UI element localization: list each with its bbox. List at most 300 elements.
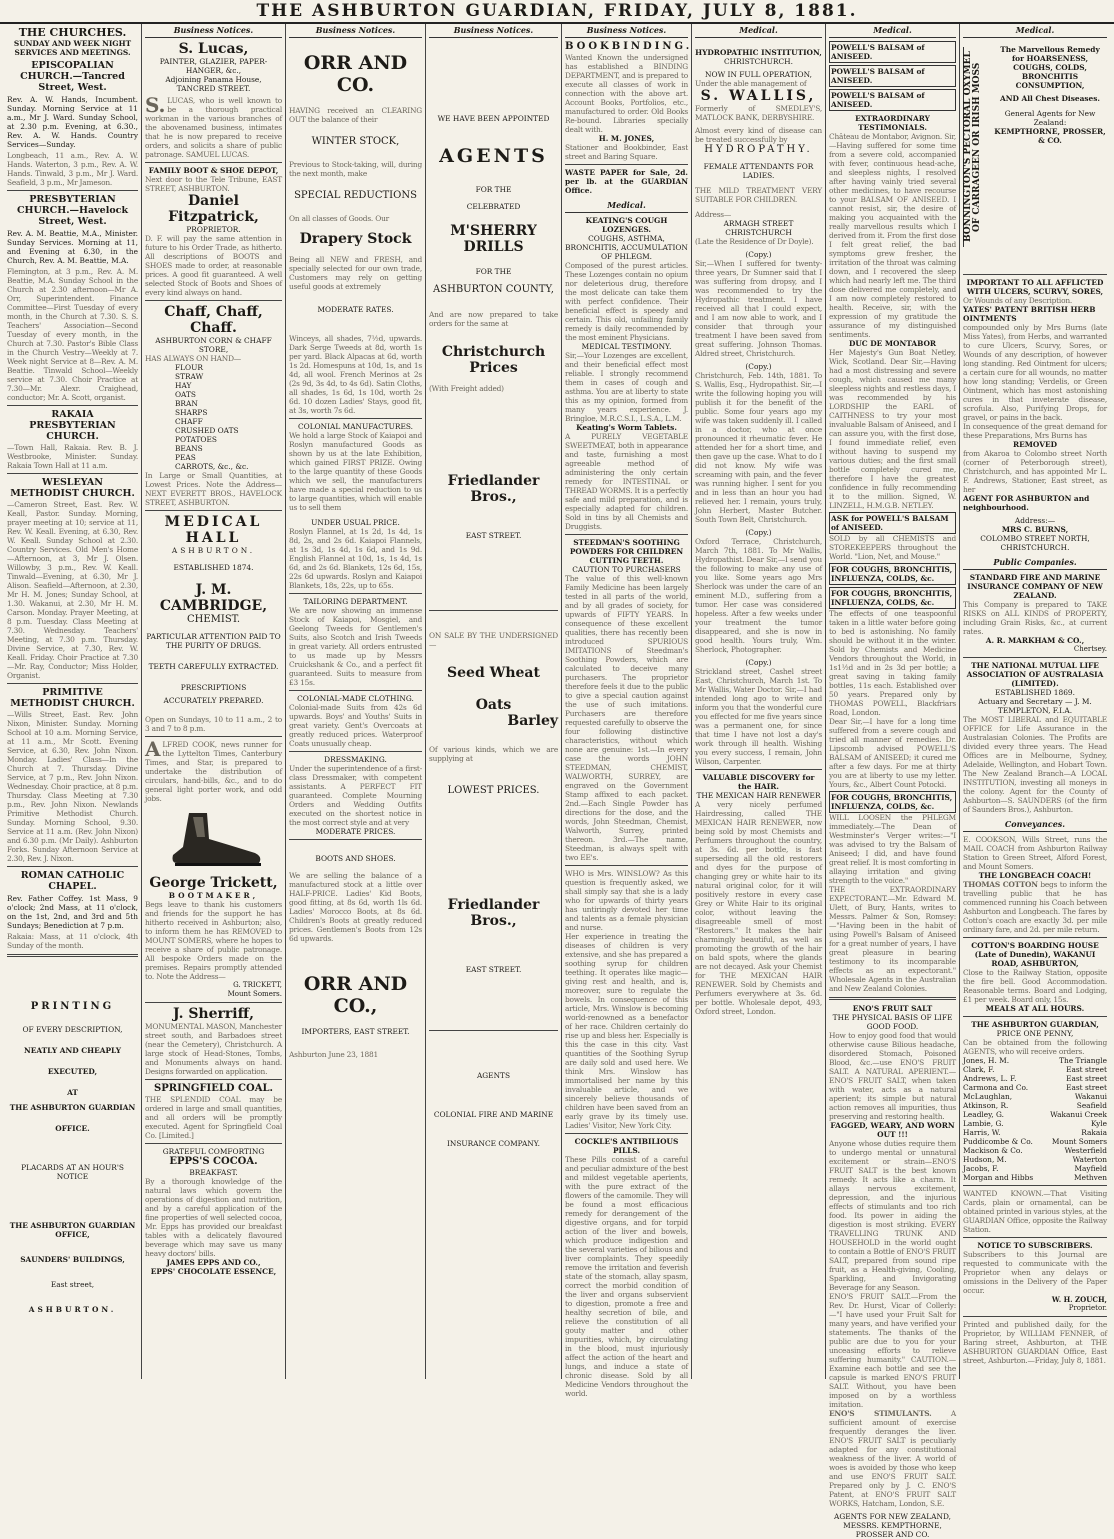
- primitive-filler: —Wills Street, East. Rev. John Nixon, Minister. Sunday. Morning School at 10 a.m. Morning Service, at 11 a.m., Mr Scott. Evening Service, at 6.30, Rev. John Nixon. Monday. Ladies' Class—In the Church at 7. Thursday. Divine Service, at 7 p.m., Rev. John Nixon. Wednesday. Choir practice, at 8 p.m. Thursday. Class Meeting at 7.30 p.m., Rev. John Nixon. Newlands Primitive Methodist Church. Sunday. Morning School, 9.30. Service at 11 a.m. (Rev. John Nixon) and 6.30 p.m. (Mr Daily). Ashburton Forks. Sunday Afternoon Service at 2.30, Rev. J. Nixon.: [7, 710, 138, 863]
- address-label: Address—: [695, 210, 732, 219]
- various-kinds: Of various kinds, which we are supplying at: [429, 745, 558, 763]
- agent-name: Harris, W.: [963, 1128, 1001, 1137]
- keating-body: Composed of the purest articles. These Lozenges contain no opium nor deleterious drug, therefore the most delicate can take them with perfect confidence. Their beneficial effect is speedy and certain. This old, unfailing family remedy is daily recommended by the most eminent Physicians.: [565, 261, 688, 342]
- late-residence: (Late the Residence of Dr Doyle).: [695, 237, 814, 246]
- copy-4: (Copy.): [745, 658, 772, 667]
- bootmaker-text: BOOTMAKER,: [168, 891, 259, 900]
- agent-name: Jacobs, F.: [963, 1164, 999, 1173]
- agent-row: [963, 1074, 1107, 1083]
- springfield-title: SPRINGFIELD COAL.: [154, 1083, 273, 1094]
- worm-body: A PURELY VEGETABLE SWEETMEAT, both in appearance and taste, furnishing a most agreeable method of administering the only certain remedy for INTESTINAL or THREAD WORMS. It is a perfectly safe and mild preparation, and is especially adapted for children. Sold in tins by all Chemists and Druggists.: [565, 432, 688, 531]
- church-filler: Longbeach, 11 a.m., Rev. A. W. Hands. Waterton, 3 p.m., Rev. A. W. Hands. Tinwald, 3 p.m., Mr J. Ward. Seafield, 3 p.m., Mr Jameson.: [7, 151, 138, 187]
- dressmaking-title: DRESSMAKING.: [324, 755, 387, 764]
- powell-dear-sir: Dear Sir,—I have for a long time suffered from a severe cough and tried all manner of remedies. Dr. Lipscomb advised POWELL'S BALSAM of ANISEED; it cured me after a few days. For me at thirty you are at liberty to use my letter. Yours, &c., Albert Count Potocki.: [829, 717, 956, 789]
- chemist-text: CHEMIST.: [186, 614, 241, 625]
- chaff-lead: HAS ALWAYS ON HAND—: [145, 354, 241, 363]
- chaff-item: POTATOES: [175, 435, 217, 444]
- importers: IMPORTERS, EAST STREET.: [301, 1027, 410, 1036]
- divider: [289, 593, 422, 594]
- national-body: The MOST LIBERAL and EQUITABLE OFFICE for Life Assurance in the Australasian Colonies. The Profits are divided every three years. The Head Offices are in Melbourne, Sydney, Adelaide, Wellington, and Hobart Town. The New Zealand Branch—A LOCAL INSTITUTION, investing all moneys in the colony. Agent for the County of Ashburton—S. SAUNDERS (of the firm of Saunders Bros.), Ashburton.: [963, 715, 1107, 814]
- divider: [289, 690, 422, 691]
- bonnington-ad: [963, 41, 1107, 271]
- hydro-title: HYDROPATHIC INSTITUTION,: [695, 48, 822, 57]
- bookbinding-body: Wanted Known the undersigned has established a BINDING DEPARTMENT, and is prepared to execute all classes of work in connection with the above art. Account Books, Portfolios, etc., manufactured to order. Old Books Re-bound. Libraries specially dealt with.: [565, 53, 688, 134]
- agents-nz: AGENTS FOR NEW ZEALAND,: [834, 1512, 951, 1521]
- enos-more: ENO'S FRUIT SALT.—From the Rev. Dr. Hurst, Vicar of Collerly:—"I have used your Fruit Salt for many years, and have verified your statements. The thanks of the public are due to you for your unceasing efforts to relieve suffering humanity." CAUTION.—Examine each bottle and see the capsule is marked ENO'S FRUIT SALT. Without, you have been imposed on by a worthless imitation.: [829, 1292, 956, 1409]
- stimulants-body: ENO'S STIMULANTS. A sufficient amount of exercise frequently deranges the liver. ENO'S FRUIT SALT is peculiarly adapted for any constitutional weakness of the liver. A world of woes is avoided by those who keep and use ENO'S FRUIT SALT. Prepared only by J. C. ENO'S Patent, at ENO'S FRUIT SALT WORKS, Hatcham, London, S.E.: [829, 1409, 956, 1508]
- extraordinary: THE EXTRAORDINARY EXPECTORANT.—Mr. Edward M. Ulett, of Bury, Hants, writes to Messrs. Palmer & Son, Romsey:—"Having been in the habit of using Powell's Balsam of Aniseed for a great number of years, I have great pleasure in bearing testimony to its incomparable effects as an expectorant." Wholesale Agents in the Australian and New Zealand Colonies.: [829, 885, 956, 993]
- medical-town: ASHBURTON.: [171, 546, 256, 555]
- keating-sub: COUGHS, ASTHMA, BRONCHITIS, ACCUMULATION OF PHLEGM.: [565, 234, 688, 261]
- and-chest: AND All Chest Diseases.: [1000, 94, 1100, 103]
- divider: [695, 769, 822, 770]
- agent-place: Methven: [1074, 1173, 1107, 1182]
- chaff-list: [145, 363, 282, 471]
- chaff-body: In Large or Small Quantities, at Lowest Prices. Note the Address— NEXT EVERETT BROS., HAVELOCK STREET, ASHBURTON.: [145, 471, 282, 507]
- coughs-2: FOR COUGHS, BRONCHITIS, INFLUENZA, COLDS, &c.: [829, 587, 956, 609]
- divider: [7, 473, 138, 474]
- agents-intro: Can be obtained from the following AGENTS, who will receive orders.: [963, 1038, 1107, 1056]
- churches-sub: SUNDAY AND WEEK NIGHT SERVICES AND MEETINGS.: [13, 39, 132, 57]
- agent-row: [963, 1155, 1107, 1164]
- armagh-street: ARMAGH STREET: [723, 219, 794, 228]
- agent-name: Puddicombe & Co.: [963, 1137, 1033, 1146]
- sherriff-body: MONUMENTAL MASON, Manchester street south, and Barbadoes street (near the Cemetery), Christchurch. A large stock of Head-Stones, Tombs, and Monuments always on hand. Designs forwarded on application.: [145, 1022, 282, 1076]
- divider: [963, 1185, 1107, 1186]
- cambridge-name: J. M. CAMBRIDGE,: [159, 582, 268, 614]
- copy-2: (Copy.): [745, 362, 772, 371]
- cons-text: In consequence of the great demand for these Preparations, Mrs Burns has: [963, 422, 1107, 440]
- agent-place: Mount Somers: [1051, 1137, 1107, 1146]
- wallis-name: S. WALLIS,: [700, 88, 817, 104]
- divider: [565, 1133, 688, 1134]
- barley: Barley: [507, 713, 558, 729]
- phlegm: WILL LOOSEN the PHLEGM immediately.—The Dean of Westminster's Verger writes:—"I was advised to try the Balsam of Aniseed; I did, and have found great relief. It is most comforting in allaying irritation and giving strength to the voice.": [829, 813, 956, 885]
- agent-place: Wakanui: [1074, 1092, 1107, 1101]
- chaff-item: BRAN: [175, 399, 198, 408]
- mild-treatment: THE MILD TREATMENT VERY SUITABLE FOR CHILDREN.: [695, 186, 822, 204]
- imprint: Printed and published daily, for the Proprietor, by WILLIAM FENNER, of Baring street, Ashburton, at THE ASHBURTON GUARDIAN Office, East street, Ashburton.—Friday, July 8, 1881.: [963, 1320, 1107, 1365]
- orr-date: Ashburton June 23, 1881: [289, 1050, 378, 1059]
- for-the: FOR THE: [475, 185, 512, 194]
- chaff-item: CHAFF: [175, 417, 203, 426]
- wesleyan-filler: —Cameron Street, East. Rev. W. Keall, Pastor. Sunday. Morning, prayer meeting at 10; service at 11, Rev. W. Keall. Evening, at 6.30, Rev. W. Keall. Sunday School at 2.30. Country Services. Old Men's Home—Afternoon, at 3, Mr J. Olsen. Willowby, 3 p.m., Rev. W. Keall. Tinwald—Evening, at 6.30, Mr J. Alison. Seafield—Afternoon, at 2.30, Mr H. M. Jones; Sunday School, at 1.30. Wakanui, at 2.30, Mr H. M. Carson. Monday. Prayer Meeting, at 8 p.m. Tuesday. Class Meeting at 7.30. Wednesday. Teachers' Meeting, at 7.30 p.m. Thursday. Divine Service, at 7.30, Rev. W. Keall. Friday. Choir Practice at 7.30—Mr. Ray, Conductor; Miss Holder, Organist.: [7, 500, 138, 680]
- agent-name: Atkinson, R.: [963, 1101, 1009, 1110]
- on-sale: ON SALE BY THE UNDERSIGNED—: [429, 631, 558, 649]
- orr-intro: HAVING received an CLEARING OUT the balance of their: [289, 106, 422, 124]
- price: PRICE ONE PENNY,: [996, 1029, 1074, 1038]
- steedman-body: The value of this well-known Family Medicine has been largely tested in all parts of the world, and by all grades of society, for upwards of FIFTY YEARS. In consequence of these excellent qualities, there has recently been introduced SPURIOUS IMITATIONS of Steedman's Soothing Powders, which are calculated to deceive many purchasers. The proprietor therefore feels it due to the public to give a special caution against the use of such imitations. Purchasers are therefore requested carefully to observe the four following distinctive characteristics, without which none are genuine: 1st.—In every case the words JOHN STEEDMAN, CHEMIST, WALWORTH, SURREY, are engraved on the Government Stamp affixed to each packet. 2nd.—Each Single Powder has directions for the dose, and the words, John Steedman, Chemist, Walworth, Surrey, printed thereon. 3rd.—The name, Steedman, is always spelt with two EE's.: [565, 574, 688, 862]
- column-heading: Business Notices.: [565, 24, 688, 38]
- yates-intro: Or Wounds of any Description.: [963, 296, 1073, 305]
- springfield-body: THE SPLENDID COAL may be ordered in large and small quantities, and all orders will be promptly executed. Agent for Springfield Coal Co. [Limited.]: [145, 1095, 282, 1140]
- removed: REMOVED: [1012, 440, 1058, 449]
- kempthorne-8: KEMPTHORNE, PROSSER, & CO.: [994, 127, 1106, 145]
- kempthorne-7: MESSRS. KEMPTHORNE, PROSSER AND CO.: [843, 1521, 942, 1539]
- office-name: THE ASHBURTON GUARDIAN: [9, 1103, 136, 1112]
- netley-letter: Her Majesty's Gun Boat Netley, Wick, Scotland. Dear Sir,—Having had a most distressing and severe cough, which caused me many sleepless nights and restless days, I was recommended by his LORDSHIP the EARL of CAITHNESS to try your most invaluable Balsam of Aniseed, and I can assure you, with the first dose, I found immediate relief, even without having to suspend my various duties; and the first small bottle completely cured me, therefore I have the greatest confidence in fully recommending it to the million. Signed, W. LINZELL, H.M.G.B. NETLEY.: [829, 348, 956, 510]
- testimonials-title: EXTRAORDINARY TESTIMONIALS.: [855, 114, 930, 132]
- column-heading: Medical.: [829, 24, 956, 38]
- chaff-title: Chaff, Chaff, Chaff.: [164, 304, 263, 336]
- chaff-item: CRUSHED OATS: [175, 426, 239, 435]
- longbeach: THE LONGBEACH COACH!: [978, 871, 1092, 880]
- notice-title: NOTICE TO SUBSCRIBERS.: [977, 1241, 1093, 1250]
- testimony-body: Sir,—Your Lozenges are excellent, and their beneficial effect most reliable. I strongly recommend them in cases of cough and asthma. You are at liberty to state this as my opinion, formed from many years experience. J. Bringloe, M.R.C.S.I., L.S.A., L.M.: [565, 351, 688, 423]
- conveyances: Conveyances.: [963, 818, 1107, 832]
- testimonials-body: Château de Montabor, Avignon. Sir,—Having suffered for some time from a severe cold, accompanied with fever, continuous head-ache, and sleepless nights, I resolved after having vainly tried several other medicines, to have recourse to your BALSAM OF ANISEED. I cannot resist, sir, the desire of making you acquainted with the really marvellous results which I derived from it. From the first dose I felt great relief, the bad symptoms grew fresher, the irritation of the throat was calming down, and I recovered the sleep which had nearly left me. The third dose delivered me completely, and I am now completely restored to health. Receive, sir, with the expression of my gratitude the assurance of my distinguished sentiments.: [829, 132, 956, 339]
- clothing-body: Colonial-made Suits from 42s 6d upwards. Boys' and Youths' Suits in great variety. Gent's Overcoats at greatly reduced prices. Waterproof Coats unusually cheap.: [289, 703, 422, 748]
- divider: [145, 300, 282, 301]
- divider: [565, 534, 688, 535]
- family-addr: Next door to the Tele Tribune, EAST STREET, ASHBURTON.: [145, 175, 282, 193]
- marvellous: The Marvellous Remedy for HOARSENESS, COUGHS, COLDS, BRONCHITIS CONSUMPTION,: [1000, 45, 1100, 90]
- letter-2: Christchurch, Feb. 14th, 1881. To S. Wallis, Esq., Hydropathist. Sir,—I write the following hoping you will publish it for the benefit of the public. Some four years ago my wife was taken suddenly ill. I called in a doctor, who at once pronounced it rheumatic fever. He attended her for a short time, and then gave up the case. What to do I did not know. My wife was screaming with pain, and the fever was running higher. I sent for you and in less than an hour you had relieved her. I remain, yours truly, John Herbert, Master Butcher. South Town Belt, Christchurch.: [695, 371, 822, 524]
- lucas-body: S. LUCAS, who is well known to be a thorough practical workman in the various branches of the abovenamed business, intimates that he is now prepared to receive orders, and solicits a share of public patronage. SAMUEL LUCAS.: [145, 93, 282, 159]
- christchurch: CHRISTCHURCH: [725, 228, 792, 237]
- divider: [7, 954, 138, 957]
- masthead: [0, 0, 1114, 24]
- standard-body: This Company is prepared to TAKE RISKS on ALL KINDS of PROPERTY, including Grain Risks, &c., at current rates.: [963, 600, 1107, 636]
- epps-title: EPPS'S COCOA.: [169, 1156, 258, 1167]
- printing-heading: PRINTING: [30, 1001, 115, 1012]
- proprietor: Proprietor.: [1068, 1304, 1107, 1312]
- general-agents: General Agents for New Zealand:: [1004, 109, 1096, 127]
- column-medical-1: [562, 24, 693, 1398]
- important-title: IMPORTANT TO ALL AFFLICTED WITH ULCERS, SCURVY, SORES,: [966, 278, 1104, 296]
- drapery-stock: Drapery Stock: [299, 231, 412, 247]
- cookson: E. COOKSON, Wills Street, runs the MAIL COACH from Ashburton Railway Station to Green Street, Alford Forest, and Mount Somers.: [963, 835, 1107, 871]
- boot-icon: [159, 809, 269, 869]
- column-heading: Business Notices.: [429, 24, 558, 38]
- colonial-body: We hold a large Stock of Kaiapoi and Roslyn manufactured Goods as shown by us at the late Exhibition, which gained FIRST PRIZE. Owing to the large quantity of these Goods which we sell, the manufacturers have made a special reduction to us to large quantities, which will enable us to sell them: [289, 431, 422, 512]
- mexican-title: THE MEXICAN HAIR RENEWER: [696, 791, 821, 800]
- office-text: OFFICE.: [55, 1124, 90, 1133]
- lowest-prices: LOWEST PRICES.: [447, 785, 540, 796]
- coughs-1: FOR COUGHS, BRONCHITIS, INFLUENZA, COLDS, &c.: [829, 563, 956, 585]
- prices-list: Winceys, all shades, 7½d, upwards. Dark Serge Tweeds at 8d, worth 1s per yard. Black Alpacas at 6d, worth 1s 2d. Homespuns at 10d, 1s, and 1s 4d, all wool. French Merinos at 2s (2s 9d, 3s 4d, to 4s 6d). Satin Cloths, all shades, 1s 6d, 1s 10d, worth 2s 6d. 10 dozen Ladies' Stays, good fit, at 3s, worth 7s 6d.: [289, 334, 422, 415]
- chaff-item: OATS: [175, 390, 196, 399]
- executed-text: EXECUTED,: [47, 1067, 98, 1076]
- valuable-title: VALUABLE DISCOVERY for the HAIR.: [702, 773, 815, 791]
- now-full: NOW IN FULL OPERATION,: [705, 70, 812, 79]
- office2-text: THE ASHBURTON GUARDIAN OFFICE,: [9, 1221, 136, 1239]
- boot-illustration: [159, 809, 269, 869]
- letter-1: Sir,—When I suffered for twenty-three years, Dr Sumner said that I was suffering from dropsy, and I was recommended to try the Hydropathic treatment. I have received all that I could expect, and I am now able to work, and I consider that through your treatment I have been saved from great suffering. Johnson Thomas. Aldred street, Christchurch.: [695, 259, 822, 358]
- colonial-manufactures: COLONIAL MANUFACTURES.: [297, 422, 413, 431]
- agent-row: [963, 1137, 1107, 1146]
- female-attendants: FEMALE ATTENDANTS FOR LADIES.: [703, 162, 814, 180]
- divider: [145, 510, 282, 511]
- hydro-under: Under the able management of: [695, 79, 807, 88]
- guardian-title: THE ASHBURTON GUARDIAN,: [971, 1020, 1099, 1029]
- divider: [7, 405, 138, 406]
- enos-body: How to enjoy good food that would otherwise cause Bilious headache, disordered Stomach, Poisoned Blood, &c.—use ENO'S FRUIT SALT. A NATURAL APERIENT.—ENO'S FRUIT SALT, when taken with water, acts as a natural aperient; its simple but natural action removes all impurities, thus preserving and restoring health.: [829, 1031, 956, 1121]
- divider: [963, 937, 1107, 938]
- keating-title: KEATING'S COUGH LOZENGES.: [585, 216, 668, 234]
- yates-title: YATES' PATENT BRITISH HERB OINTMENTS: [963, 305, 1096, 323]
- removed-body: from Akaroa to Colombo street North (corner of Peterborough street), Christchurch, and has appointed Mr L. F. Andrews, Stationer, East street, as her: [963, 449, 1107, 494]
- column-medical-2: [692, 24, 826, 1379]
- divider: [963, 657, 1107, 658]
- neatly-text: NEATLY AND CHEAPLY: [23, 1046, 122, 1055]
- masthead-title: THE ASHBURTON GUARDIAN, FRIDAY, JULY 8, 1881.: [256, 1, 858, 21]
- churches-heading: THE CHURCHES.: [18, 26, 127, 39]
- colonial-made: COLONIAL-MADE CLOTHING.: [297, 694, 414, 703]
- agent-place: Kyle: [1091, 1119, 1107, 1128]
- divider: [289, 418, 422, 419]
- mrs-burns: MRS C. BURNS,: [1001, 525, 1069, 534]
- boots-title: BOOTS AND SHOES.: [315, 854, 396, 863]
- freight-note: (With Freight added): [429, 384, 504, 393]
- epps-head: GRATEFUL COMFORTING: [162, 1147, 265, 1156]
- worm-tablets: Keating's Worm Tablets.: [576, 423, 677, 432]
- divider: [289, 751, 422, 752]
- steedman-title: STEEDMAN'S SOOTHING POWDERS FOR CHILDREN CUTTING TEETH.: [569, 538, 684, 565]
- agent-place: Mayfield: [1074, 1164, 1107, 1173]
- orr-title: ORR AND CO.: [303, 52, 408, 96]
- actuary: Actuary and Secretary — J. M. TEMPLETON, F.I.A.: [978, 697, 1092, 715]
- hydro-town: CHRISTCHURCH.: [724, 57, 793, 66]
- fagged-body: Anyone whose duties require them to undergo mental or unnatural excitement or strain—ENO'S FRUIT SALT is the best known remedy. It acts like a charm. It allays nervous excitement, depression, and the injurious effects of stimulants and too rich food. Its power in aiding the digestion is most striking. EVERY TRAVELLING TRUNK AND HOUSEHOLD in the world ought to contain a Bottle of ENO'S FRUIT SALT, prepared from sound ripe fruit, as a Health-giving, Cooling, Sparkling, and Invigorating Beverage for any Season.: [829, 1139, 956, 1292]
- friedlander-title-2: Friedlander Bros.,: [447, 897, 540, 929]
- cottons-body: Close to the Railway Station, opposite the fire bell. Good Accommodation. Reasonable terms. Board and Lodging, £1 per week. Board only, 15s.: [963, 968, 1107, 1004]
- friedlander-title: Friedlander Bros.,: [447, 473, 540, 505]
- for-ashburton: FOR THE: [475, 267, 512, 276]
- agent-name: Mackison & Co.: [963, 1146, 1023, 1155]
- column-business-2: [286, 24, 426, 1379]
- trickett-sign: G. TRICKETT,: [233, 981, 282, 989]
- column-business-3: [426, 24, 562, 1379]
- orr-title-2: ORR AND CO.,: [303, 973, 408, 1017]
- column-heading: Business Notices.: [289, 24, 422, 38]
- agent-row: [963, 1164, 1107, 1173]
- tailoring-body: We are now showing an immense Stock of Kaiapoi, Mosgiel, and Geelong Tweeds for Gentlemen's Suits, also Scotch and Irish Tweeds in great variety. All orders entrusted to us made up by Messrs Cruickshank & Co., and a perfect fit guaranteed. Suits to measure from £3 15s.: [289, 606, 422, 687]
- agent-row: [963, 1065, 1107, 1074]
- column-churches: [4, 24, 142, 1379]
- all-goods: On all classes of Goods. Our: [289, 214, 389, 223]
- powell-2: POWELL'S BALSAM of ANISEED.: [829, 65, 956, 87]
- divider: [145, 736, 282, 737]
- and-are: And are now prepared to take orders for the same at: [429, 310, 558, 328]
- msherry-title: M'SHERRY DRILLS: [450, 223, 537, 255]
- yates-body: compounded only by Mrs Burns (late Miss Yates), from Herbs, and warranted to cure Ulcers, Scurvy, Sores, or Wounds of any description, of however long standing. Red Ointment for ulcers; a certain cure for all wounds, no matter how long standing; Verdelis, or Green Ointment, which has most astonishing cures in that inveterate disease, scrofula. Also, Purifying Drops, for gravel, or pains in the back.: [963, 323, 1107, 422]
- national-est: ESTABLISHED 1869.: [995, 688, 1075, 697]
- moderate-prices: MODERATE PRICES.: [315, 827, 396, 836]
- agent-name: Lambie, G.: [963, 1119, 1004, 1128]
- agent-name: Clark, F.: [963, 1065, 995, 1074]
- powell-1: POWELL'S BALSAM of ANISEED.: [829, 41, 956, 63]
- enos-title: ENO'S FRUIT SALT: [852, 1004, 933, 1013]
- wanted-known: WANTED KNOWN.—That Visiting Cards, plain or ornamental, can be obtained printed in various styles, at the GUARDIAN Office, opposite the Railway Station.: [963, 1189, 1107, 1234]
- chaff-item: BEANS: [175, 444, 203, 453]
- sunday-hours: Open on Sundays, 10 to 11 a.m., 2 to 3 and 7 to 8 p.m.: [145, 715, 282, 733]
- winter-stock: WINTER STOCK,: [311, 136, 400, 147]
- fitz-sub: PROPRIETOR.: [186, 225, 241, 234]
- under-usual: UNDER USUAL PRICE.: [311, 518, 400, 527]
- wallis-formerly: Formerly of SMEDLEY'S, MATLOCK BANK, DERBYSHIRE.: [695, 104, 822, 122]
- agent-name: Carmona and Co.: [963, 1083, 1029, 1092]
- divider: [7, 190, 138, 191]
- standard-title: STANDARD FIRE AND MARINE INSURANCE COMPANY OF NEW ZEALAND.: [967, 573, 1103, 600]
- stocktaking: Previous to Stock-taking, will, during the next month, make: [289, 160, 422, 178]
- winslow-more: Her experience in treating the diseases of children is very extensive, and she has prepared a soothing syrup for children teething. It operates like magic—giving rest and health, and is, moreover, sure to regulate the bowels. In consequence of this article, Mrs. Winslow is becoming world-renowned as a benefactor of her race. Children certainly do rise up and bless her. Especially is this the case in this city. Vast quantities of the Soothing Syrup are daily sold and used here. We think Mrs. Winslow has immortalised her name by this invaluable article, and we sincerely believe thousands of children have been saved from an early grave by its timely use. Ladies' Visitor, New York City.: [565, 932, 688, 1130]
- caution-title: CAUTION TO PURCHASERS: [572, 565, 681, 574]
- flannel-list: Roslyn Flannel, at 1s 2d, 1s 4d, 1s 8d, 2s, and 2s 6d. Kaiapoi Flannels, at 1s 3d, 1s 4d, 1s 6d, and 1s 9d. English Flannel at 10d, 1s, 1s 4d, 1s 6d, and 2s 6d. Blankets, 12s 6d, 15s, 22s 6d upwards. Roslyn and Kaiapoi Blankets, 18s, 22s, up to 65s.: [289, 527, 422, 590]
- chaff-item: HAY: [175, 381, 192, 390]
- divider: [429, 1030, 558, 1031]
- thomas-cotton: THOMAS COTTON begs to inform the travelling public that he has commenced running his Coach between Ashburton and Longbeach. The fares by Cotton's coach are exactly 3d. per mile ordinary fare, and 2d. per mile return.: [963, 880, 1107, 934]
- east-street: EAST STREET.: [465, 531, 522, 540]
- county-title: ASHBURTON COUNTY,: [433, 284, 554, 295]
- agent-row: [963, 1083, 1107, 1092]
- public-companies: Public Companies.: [963, 556, 1107, 570]
- episcopalian-body: Rev. A. W. Hands, Incumbent. Sunday. Morning Service at 11 a.m., Mr J. Ward. Sunday School, at 2.30 p.m. Evening, at 6.30., Rev. A. W. Hands. Country Services—Sunday.: [7, 95, 138, 149]
- divider: [963, 274, 1107, 275]
- meals: MEALS AT ALL HOURS.: [985, 1004, 1085, 1013]
- street-text: East street,: [50, 1280, 95, 1289]
- agent-place: Seafield: [1076, 1101, 1107, 1110]
- at-text: AT: [67, 1088, 78, 1097]
- divider: [145, 162, 282, 163]
- agent-row: [963, 1128, 1107, 1137]
- markham: A. R. MARKHAM & CO.,: [985, 636, 1085, 645]
- agent-row: [963, 1146, 1107, 1155]
- agents-title: AGENTS: [439, 145, 548, 167]
- fitz-body: D. F. will pay the same attention in future to his Order Trade, as hitherto. All descriptions of BOOTS and SHOES made to order, at reasonable prices. A good fit guaranteed. A well selected Stock of Boots and Shoes of every kind always on hand.: [145, 234, 282, 297]
- ask-powell: ASK for POWELL'S BALSAM of ANISEED.: [829, 512, 956, 534]
- presbyterian-heading: PRESBYTERIAN CHURCH.—Havelock Street, West.: [16, 194, 129, 227]
- east-street-2: EAST STREET.: [465, 965, 522, 974]
- cockle-body: These Pills consist of a careful and peculiar admixture of the best and mildest vegetable aperients, with the pure extract of the flowers of the camomile. They will be found a most efficacious remedy for derangement of the digestive organs, and for torpid action of the liver and bowels, which produce indigestion and the several varieties of bilious and liver complaints. They speedily remove the irritation and feverish state of the stomach, allay spasm, correct the morbid condition of the liver and organs subservient to digestion, promote a free and healthy secretion of bile, and relieve the constitution of all gouty matter and other impurities, which, by circulating in the blood, must injuriously affect the action of the heart and lungs, and induce a state of chronic disease. Sold by all Medicine Vendors throughout the world.: [565, 1155, 688, 1398]
- divider: [565, 164, 688, 165]
- column-heading: Medical.: [963, 24, 1107, 38]
- hydro-body: Almost every kind of disease can be treated successfully by: [695, 126, 822, 144]
- montabor: DUC DE MONTABOR: [848, 339, 937, 348]
- boots-body: We are selling the balance of a manufactured stock at a little over HALF-PRICE. Ladies' Kid Boots, good fitting, at 8s 6d, worth 1ls 6d. Ladies' Morocco Boots, at 8s 6d. Children's Boots at greatly reduced prices. Gentlemen's Boots from 12s 6d upwards.: [289, 871, 422, 943]
- prescriptions-text: PRESCRIPTIONS: [180, 683, 247, 692]
- epps-essence: EPPS' CHOCOLATE ESSENCE,: [150, 1267, 277, 1276]
- bookbinding-sign: H. M. JONES,: [598, 134, 655, 143]
- column-business-1: [142, 24, 286, 1379]
- agent-row: [963, 1119, 1107, 1128]
- town-text: ASHBURTON.: [28, 1305, 117, 1314]
- episcopalian-heading: EPISCOPALIAN CHURCH.—Tancred Street, West.: [20, 60, 125, 93]
- established: ESTABLISHED 1874.: [173, 563, 254, 572]
- lucas-title: S. Lucas,: [178, 41, 249, 57]
- column-medical-3: [826, 24, 960, 1539]
- letter-3: Oxford Terrace, Christchurch, March 7th, 1881. To Mr Wallis, Hydropathist. Dear Sir,—I send you the following to make any use of you like. Some years ago Mrs Sherlock was under the care of an eminent M.D., suffering from a tumor. Her case was considered hopeless. After a few weeks under your treatment the tumor disappeared, and she is now in good health. Yours truly, Wm. Sherlock, Photographer.: [695, 537, 822, 654]
- we-have: WE HAVE BEEN APPOINTED: [437, 114, 550, 123]
- chaff-item: SHARPS: [175, 408, 208, 417]
- oats: Oats: [475, 697, 512, 713]
- agent-name: Morgan and Hibbs: [963, 1173, 1034, 1182]
- epps-breakfast: BREAKFAST.: [189, 1168, 238, 1177]
- alfred-cook: ALFRED COOK, news runner for the Lyttelton Times, Canterbury Times, and Star, is prepared to undertake the distribution of circulars, hand-bills, &c., and to do general light porter work, and odd jobs.: [145, 737, 282, 803]
- winslow-body: WHO is Mrs. WINSLOW? As this question is frequently asked, we shall simply say that she is a lady who for upwards of thirty years has untiringly devoted her time and talents as a female physician and nurse.: [565, 869, 688, 932]
- copy-1: (Copy.): [745, 250, 772, 259]
- printing-sub: OF EVERY DESCRIPTION,: [22, 1025, 123, 1034]
- divider: [429, 610, 558, 611]
- sherriff-title: J. Sherriff,: [173, 1006, 254, 1022]
- placards-text: PLACARDS AT AN HOUR'S NOTICE: [21, 1163, 124, 1181]
- columns: [4, 24, 1110, 1539]
- agent-name: Jones, H. M.: [963, 1056, 1010, 1065]
- notice-body: Subscribers to this Journal are requested to communicate with the Proprietor when any delays or omissions in the Delivery of the Paper occur.: [963, 1250, 1107, 1295]
- divider: [289, 839, 422, 840]
- column-heading: Business Notices.: [145, 24, 282, 38]
- divider: [145, 1002, 282, 1003]
- rakaia-heading: RAKAIA PRESBYTERIAN CHURCH.: [29, 409, 116, 442]
- address-label-8: Address:—: [1014, 516, 1056, 525]
- cottons: COTTON'S BOARDING HOUSE (Late of Dunedin), WAKANUI ROAD, ASHBURTON,: [971, 941, 1099, 968]
- tailoring-title: TAILORING DEPARTMENT.: [303, 597, 408, 606]
- divider: [565, 865, 688, 866]
- agent-row: [963, 1173, 1107, 1182]
- chaff-store: ASHBURTON CORN & CHAFF STORE,: [155, 336, 272, 354]
- medical-heading: Medical.: [565, 199, 688, 213]
- teeth-text: TEETH CAREFULLY EXTRACTED.: [148, 662, 279, 671]
- column-medical-4: [960, 24, 1110, 1379]
- fitz-title: Daniel Fitzpatrick,: [168, 193, 259, 225]
- epps-sign: JAMES EPPS AND CO.,: [166, 1258, 261, 1267]
- good-food: GOOD FOOD.: [866, 1022, 919, 1031]
- moderate-rates: MODERATE RATES.: [317, 305, 394, 314]
- agent-row: [963, 1110, 1107, 1119]
- mexican-body: A very nicely perfumed Hairdressing, called THE MEXICAN HAIR RENEWER, now being sold by most Chemists and Perfumers throughout the country, at 3s. 6d. per bottle, is fast superseding all the old restorers and dyes for the purpose of changing grey or white hair to its natural original color, for it will positively restore in every case Grey or White Hair to its original color, without leaving the disagreeable smell of most "Restorers." It makes the hair charmingly beautiful, as well as promoting the growth of the hair on bald spots, where the glands are not decayed. Ask your Chemist for THE MEXICAN HAIR RENEWER. Sold by Chemists and Perfumers everywhere at 3s. 6d. per bottle. Wholesale depot, 493, Oxford street, London.: [695, 800, 822, 1016]
- powell-effects: The effects of one teaspoonful taken in a little water before going to bed is astonishing. No family should be without it in the winter. Sold by Chemists and Medicine Vendors throughout the World, in 1s1½d and in 2s 3d per bottle; a great saving in taking family bottles, 11s each. Established over 50 years. Prepared only by THOMAS POWELL, Blackfriars Road, London.: [829, 609, 956, 717]
- family-depot: FAMILY BOOT & SHOE DEPOT,: [148, 166, 279, 175]
- chaff-item: STRAW: [175, 372, 204, 381]
- coughs-3: FOR COUGHS, BRONCHITIS, INFLUENZA, COLDS, &c.: [829, 791, 956, 813]
- divider: [145, 1143, 282, 1144]
- presbyterian-filler: Flemington, at 3 p.m., Rev. A. M. Beattie, M.A. Sunday School in the Church at 2.30 afternoon—Mr A. Orr, Superintendent. Finance Committee—First Tuesday of every month, in the Church at 7.30. S. S. Teachers' Association—Second Tuesday of every month, in the Church at 7.30. Pastor's Bible Class in the Church Vestry—Weekly at 7. Week night Service at 8—Rev. A. M. Beattie. Tinwald School—Weekly service at 7.30. Choir Practice at 7.30—Mr. Alexr. Craighead, conductor; Mr. A. Scott, organist.: [7, 267, 138, 402]
- waste-paper: WASTE PAPER for Sale, 2d. per lb. at the GUARDIAN Office.: [565, 168, 688, 195]
- powell-3: POWELL'S BALSAM of ANISEED.: [829, 89, 956, 111]
- copy-3: (Copy.): [745, 528, 772, 537]
- seed-wheat: Seed Wheat: [447, 665, 540, 681]
- thomas-name: THOMAS COTTON: [963, 880, 1038, 889]
- agent-place: East street: [1066, 1083, 1107, 1092]
- agent-place: Waterton: [1072, 1155, 1107, 1164]
- agent-place: Westerfield: [1064, 1146, 1107, 1155]
- rakaia-filler: —Town Hall, Rakaia. Rev. B. J. Westbrooke, Minister. Sunday. Rakaia Town Hall at 11 a.m.: [7, 443, 138, 470]
- wesleyan-heading: WESLEYAN METHODIST CHURCH.: [10, 477, 135, 499]
- buildings-text: SAUNDERS' BUILDINGS,: [20, 1255, 125, 1264]
- colonial-fire: COLONIAL FIRE AND MARINE: [433, 1110, 554, 1119]
- particular-text: PARTICULAR ATTENTION PAID TO THE PURITY OF DRUGS.: [146, 632, 281, 650]
- divider: [963, 1316, 1107, 1317]
- chaff-item: PEAS: [175, 453, 196, 462]
- agent-place: Wakanui Creek: [1050, 1110, 1107, 1119]
- agent-name: Andrews, L. F.: [963, 1074, 1017, 1083]
- divider: [963, 1016, 1107, 1017]
- powell-sold: SOLD by all CHEMISTS and STOREKEEPERS throughout the World. "Lion, Net, and Mouse.": [829, 534, 956, 561]
- accurately-text: ACCURATELY PREPARED.: [163, 696, 264, 705]
- agent-place: East street: [1066, 1074, 1107, 1083]
- zouch: W. H. ZOUCH,: [1051, 1295, 1107, 1304]
- lucas-addr: Adjoining Panama House, TANCRED STREET.: [165, 75, 262, 93]
- physical-basis: THE PHYSICAL BASIS OF LIFE: [832, 1013, 953, 1022]
- divider: [7, 683, 138, 684]
- trickett-body: Begs leave to thank his customers and friends for the support he has hitherto received in Ashburton; also, to inform them he has REMOVED to MOUNT SOMERS, where he hopes to receive a share of public patronage. All bespoke Orders made on the premises. Repairs promptly attended to. Note the Address—: [145, 900, 282, 981]
- agent-row: [963, 1056, 1107, 1065]
- dressmaking-body: Under the superintendence of a first-class Dressmaker, with competent assistants. A PERFECT FIT guaranteed. Complete Mourning Orders and Wedding Outfits executed on the shortest notice in the most correct style and at very: [289, 764, 422, 827]
- presbyterian-body: Rev. A. M. Beattie, M.A., Minister. Sunday Services. Morning at 11, and Evening at 6.30, in the Church, Rev. A. M. Beattie, M.A.: [7, 229, 138, 265]
- george-title: George Trickett,: [149, 875, 278, 891]
- agent-row: [963, 1092, 1107, 1101]
- epps-body: By a thorough knowledge of the natural laws which govern the operations of digestion and nutrition, and by a careful application of the fine properties of well selected cocoa, Mr. Epps has provided our breakfast tables with a delicately flavoured beverage which may save us many heavy doctors' bills.: [145, 1177, 282, 1258]
